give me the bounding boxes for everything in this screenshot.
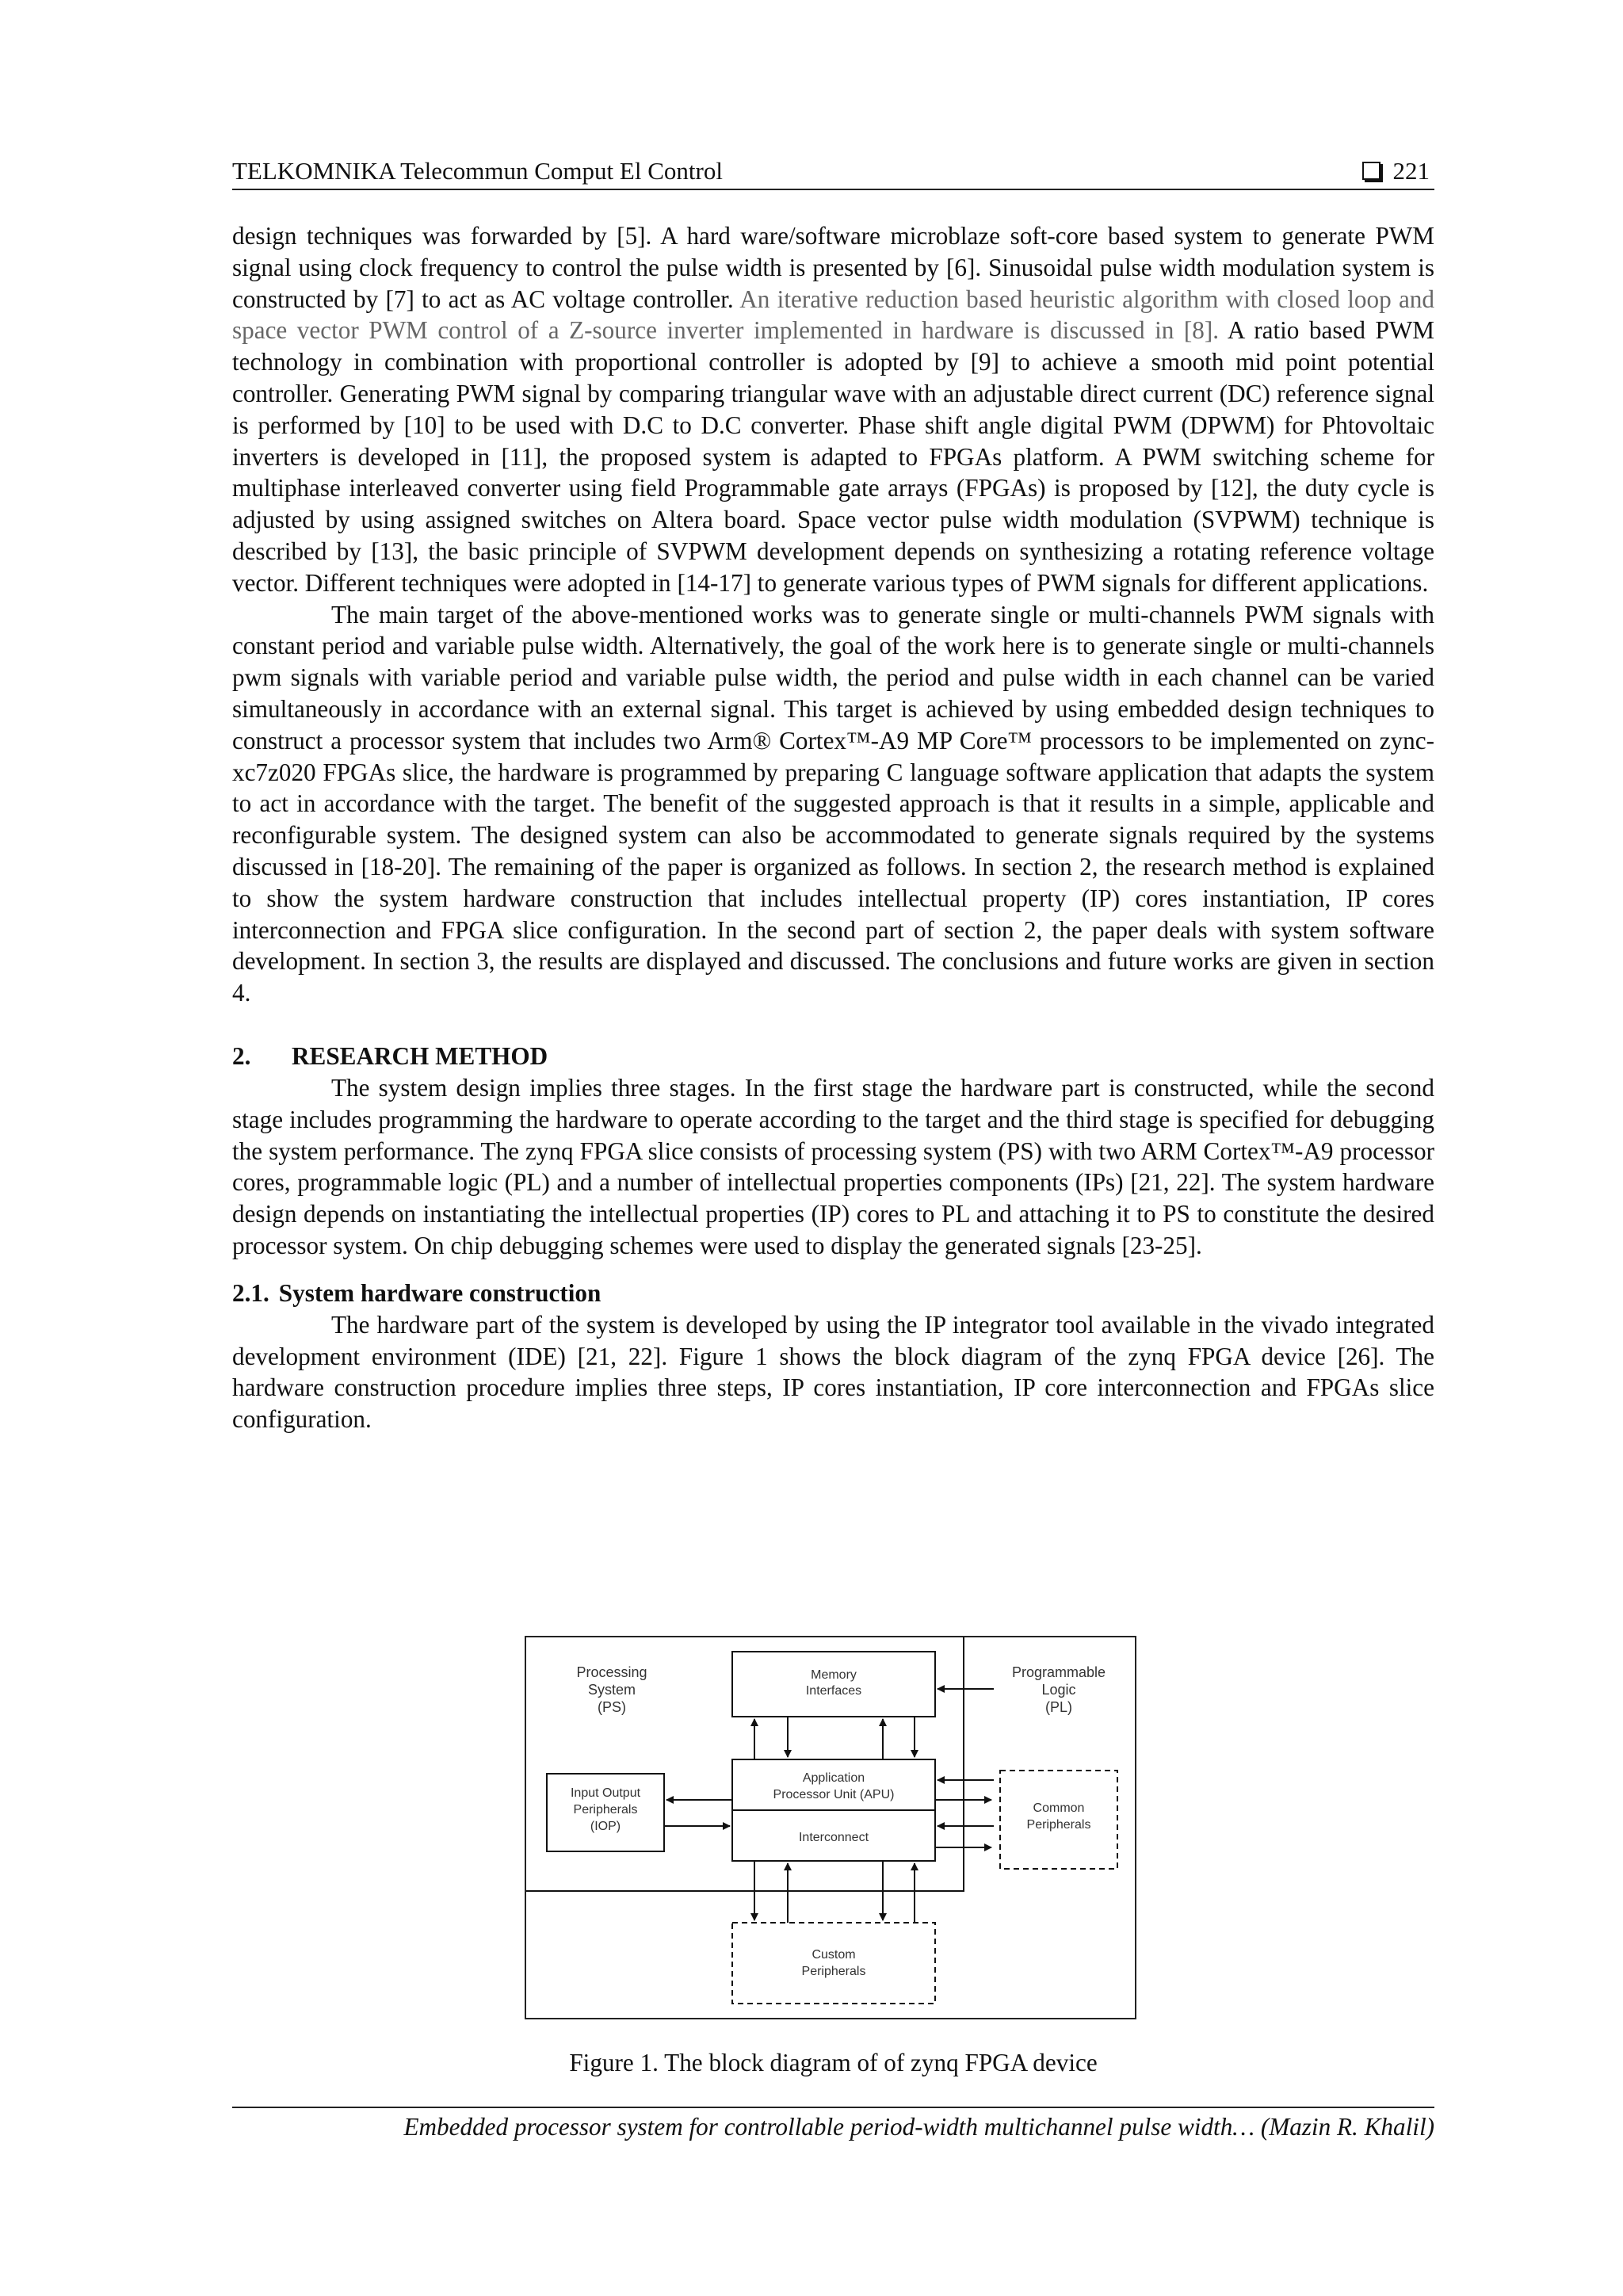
custom-label-2: Peripherals: [801, 1965, 866, 1978]
memory-label-1: Memory: [811, 1668, 857, 1682]
intro-text-a: design techniques was forwarded by [5]. A hard ware/software microblaze soft-core based system to generate PWM signal using clock frequency to control the pulse width is presented by [6]. Sinusoidal pulse width modulation system is constructed by [7] to act as AC voltage controller.: [232, 222, 1434, 313]
page-number-wrap: [1362, 155, 1430, 187]
figure-1-block-diagram: [525, 1636, 1136, 2019]
intro-paragraph-1: [232, 220, 1434, 599]
intro-text-b: An iterative reduction based heuristic algorithm with closed loop and space vector PWM control of a Z-source inverter implemented in hardware is discussed in [8].: [232, 285, 1434, 345]
section-2-1-heading: [232, 1278, 1434, 1309]
section-2-heading: [232, 1041, 1434, 1072]
page-number: 221: [1392, 157, 1430, 185]
section-title: RESEARCH METHOD: [292, 1041, 548, 1070]
pl-label-line-1: Programmable: [1011, 1664, 1106, 1680]
iop-label-3: (IOP): [590, 1820, 621, 1833]
journal-name: TELKOMNIKA Telecommun Comput El Control: [232, 157, 723, 185]
intro-paragraph-2: The main target of the above-mentioned works was to generate single or multi-channels PWM signals with constant period and variable pulse width. Alternatively, the goal of the work here is to generate single or multi-channels pwm signals with variable period and variable pulse width, the period and pulse width in each channel can be varied simultaneously in accordance with an external signal. This target is achieved by using embedded design techniques to construct a processor system that includes two Arm® Cortex™-A9 MP Core™ processors to be implemented on zync-xc7z020 FPGAs slice, the hardware is programmed by preparing C language software application that adapts the system to act in accordance with the target. The benefit of the suggested approach is that it results in a simple, applicable and reconfigurable system. The designed system can also be accommodated to generate signals required by the systems discussed in [18-20]. The remaining of the paper is organized as follows. In section 2, the research method is explained to show the system hardware construction that includes intellectual property (IP) cores instantiation, IP cores interconnection and FPGA slice configuration. In the second part of section 2, the paper deals with system software development. In section 3, the results are displayed and discussed. The conclusions and future works are given in section 4.: [232, 600, 1434, 1007]
figure-1-caption: Figure 1. The block diagram of of zynq FPGA device: [569, 2049, 1098, 2076]
intro-text-c: A ratio based PWM technology in combination with proportional controller is adopted by [9] to achieve a smooth mid point potential controller. Generating PWM signal by comparing triangular wave with an adjustable direct current (DC) reference signal is performed by [10] to be used with D.C to D.C converter. Phase shift angle digital PWM (DPWM) for Phtovoltaic inverters is developed in [11], the proposed system is adapted to FPGAs platform. A PWM switching scheme for multiphase interleaved converter using field Programmable gate arrays (FPGAs) is proposed by [12], the duty cycle is adjusted by using assigned switches on Altera board. Space vector pulse width modulation (SVPWM) technique is described by [13], the basic principle of SVPWM development depends on synthesizing a rotating reference voltage vector. Different techniques were adopted in [14-17] to generate various types of PWM signals for different applications.: [232, 316, 1434, 597]
section-2-paragraph: The system design implies three stages. In the first stage the hardware part is constructed, while the second stage includes programming the hardware to operate according to the target and the third stage is specified for debugging the system performance. The zynq FPGA slice consists of processing system (PS) with two ARM Cortex™-A9 processor cores, programmable logic (PL) and a number of intellectual properties components (IPs) [21, 22]. The system hardware design depends on instantiating the intellectual properties (IP) cores to PL and attaching it to PS to constitute the desired processor system. On chip debugging schemes were used to display the generated signals [23-25].: [232, 1073, 1434, 1259]
section-2-1-paragraph: The hardware part of the system is developed by using the IP integrator tool available in the vivado integrated development environment (IDE) [21, 22]. Figure 1 shows the block diagram of the zynq FPGA device [26]. The hardware construction procedure implies three steps, IP cores instantiation, IP core interconnection and FPGAs slice configuration.: [232, 1310, 1434, 1434]
running-footer: Embedded processor system for controllable period-width multichannel pulse width… (Mazin R. Khalil): [232, 2107, 1434, 2143]
apu-label-2: Processor Unit (APU): [773, 1788, 895, 1801]
custom-label-1: Custom: [812, 1948, 856, 1962]
iop-label-1: Input Output: [570, 1786, 641, 1800]
iop-label-2: Peripherals: [573, 1803, 638, 1817]
custom-peripherals-box: [732, 1923, 935, 2004]
zynq-block-diagram: [526, 1637, 1135, 2018]
section-number: 2.: [232, 1041, 251, 1070]
common-label-1: Common: [1033, 1801, 1085, 1815]
ps-label-line-3: (PS): [598, 1699, 626, 1715]
running-header: [232, 155, 1434, 190]
interconnect-label: Interconnect: [798, 1831, 869, 1844]
ps-label-line-1: Processing: [576, 1664, 647, 1680]
square-bullet-icon: [1362, 162, 1381, 180]
pl-label-line-2: Logic: [1041, 1682, 1076, 1698]
ps-label-line-2: System: [587, 1682, 636, 1698]
subsection-title: System hardware construction: [278, 1278, 601, 1307]
memory-label-2: Interfaces: [805, 1684, 862, 1698]
common-label-2: Peripherals: [1026, 1818, 1091, 1832]
subsection-number: 2.1.: [232, 1278, 269, 1307]
main-content: [232, 220, 1434, 1435]
apu-label-1: Application: [802, 1771, 865, 1785]
pl-label-line-3: (PL): [1044, 1699, 1073, 1715]
